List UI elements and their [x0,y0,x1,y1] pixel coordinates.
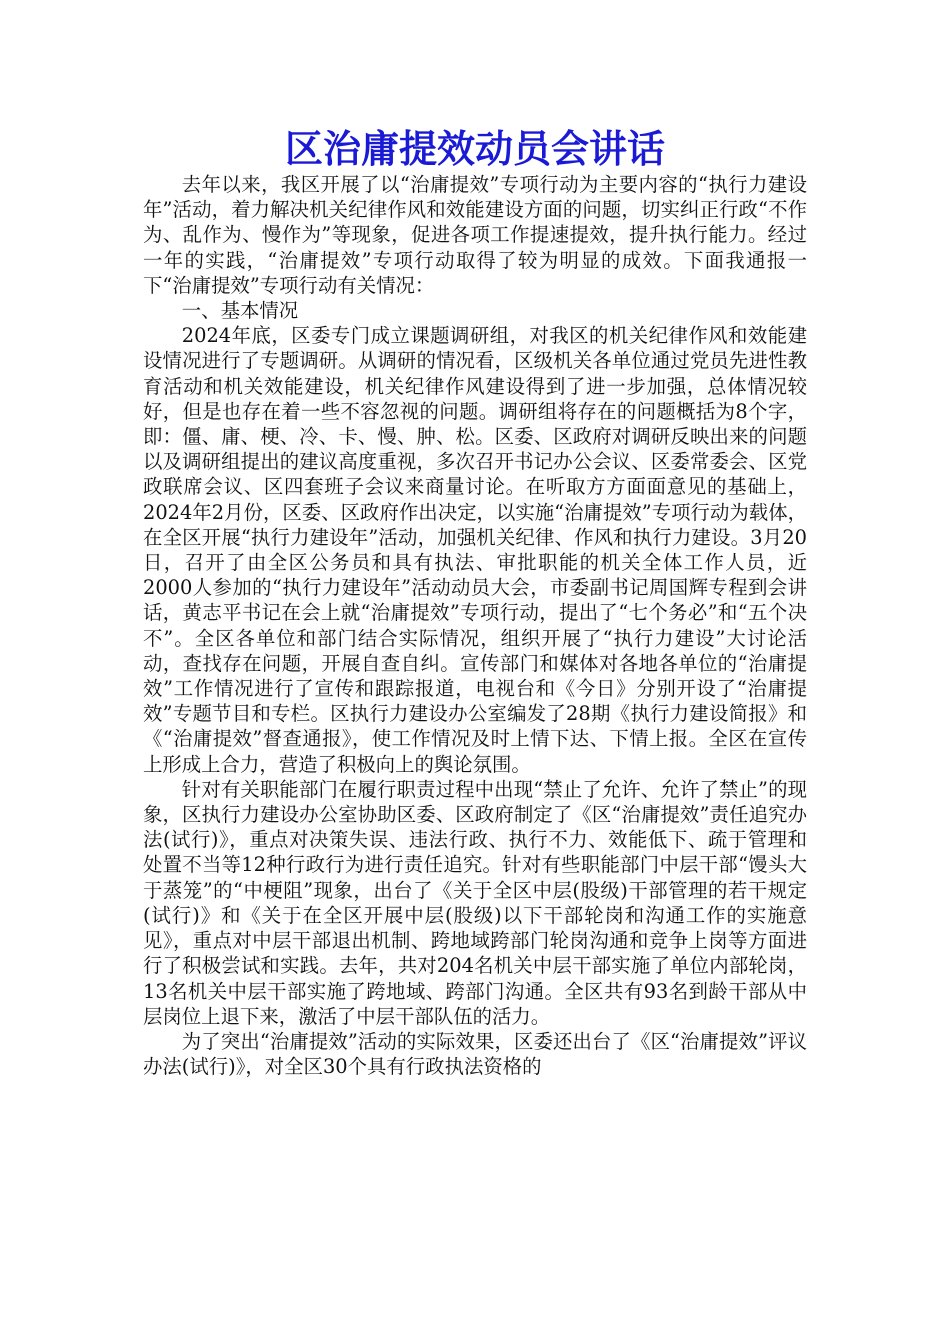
document-body [143,172,807,1079]
paragraph-evaluation: 为了突出“治庸提效”活动的实际效果，区委还出台了《区“治庸提效”评议办法(试行)》，对全区30个具有行政执法资格的 [143,1029,807,1079]
paragraph-accountability: 针对有关职能部门在履行职责过程中出现“禁止了允许、允许了禁止”的现象，区执行力建设办公室协助区委、区政府制定了《区“治庸提效”责任追究办法(试行)》，重点对决策失误、违法行政、执行不力、效能低下、疏于管理和处置不当等12种行政行为进行责任追究。针对有些职能部门中层干部“馒头大于蒸笼”的“中梗阻”现象，出台了《关于全区中层(股级)干部管理的若干规定(试行)》和《关于在全区开展中层(股级)以下干部轮岗和沟通工作的实施意见》，重点对中层干部退出机制、跨地域跨部门轮岗沟通和竞争上岗等方面进行了积极尝试和实践。去年，共对204名机关中层干部实施了单位内部轮岗，13名机关中层干部实施了跨地域、跨部门沟通。全区共有93名到龄干部从中层岗位上退下来，激活了中层干部队伍的活力。 [143,777,807,1028]
paragraph-intro: 去年以来，我区开展了以“治庸提效”专项行动为主要内容的“执行力建设年”活动，着力解决机关纪律作风和效能建设方面的问题，切实纠正行政“不作为、乱作为、慢作为”等现象，促进各项工作提速提效，提升执行能力。经过一年的实践，“治庸提效”专项行动取得了较为明显的成效。下面我通报一下“治庸提效”专项行动有关情况： [143,173,807,297]
document-title: 区治庸提效动员会讲话 [284,126,665,171]
paragraph-investigation: 2024年底，区委专门成立课题调研组，对我区的机关纪律作风和效能建设情况进行了专题调研。从调研的情况看，区级机关各单位通过党员先进性教育活动和机关效能建设，机关纪律作风建设得到了进一步加强，总体情况较好，但是也存在着一些不容忽视的问题。调研组将存在的问题概括为8个字，即：僵、庸、梗、冷、卡、慢、肿、松。区委、区政府对调研反映出来的问题以及调研组提出的建议高度重视，多次召开书记办公会议、区委常委会、区党政联席会议、区四套班子会议来商量讨论。在听取方方面面意见的基础上，2024年2月份，区委、区政府作出决定，以实施“治庸提效”专项行动为载体，在全区开展“执行力建设年”活动，加强机关纪律、作风和执行力建设。3月20日，召开了由全区公务员和具有执法、审批职能的机关全体工作人员，近2000人参加的“执行力建设年”活动动员大会，市委副书记周国辉专程到会讲话，黄志平书记在会上就“治庸提效”专项行动，提出了“七个务必”和“五个决不”。全区各单位和部门结合实际情况，组织开展了“执行力建设”大讨论活动，查找存在问题，开展自查自纠。宣传部门和媒体对各地各单位的“治庸提效”工作情况进行了宣传和跟踪报道，电视台和《今日》分别开设了“治庸提效”专题节目和专栏。区执行力建设办公室编发了28期《执行力建设简报》和《“治庸提效”督查通报》，使工作情况及时上情下达、下情上报。全区在宣传上形成上合力，营造了积极向上的舆论氛围。 [143,324,807,776]
section-heading-basic-situation: 一、基本情况 [181,299,299,323]
